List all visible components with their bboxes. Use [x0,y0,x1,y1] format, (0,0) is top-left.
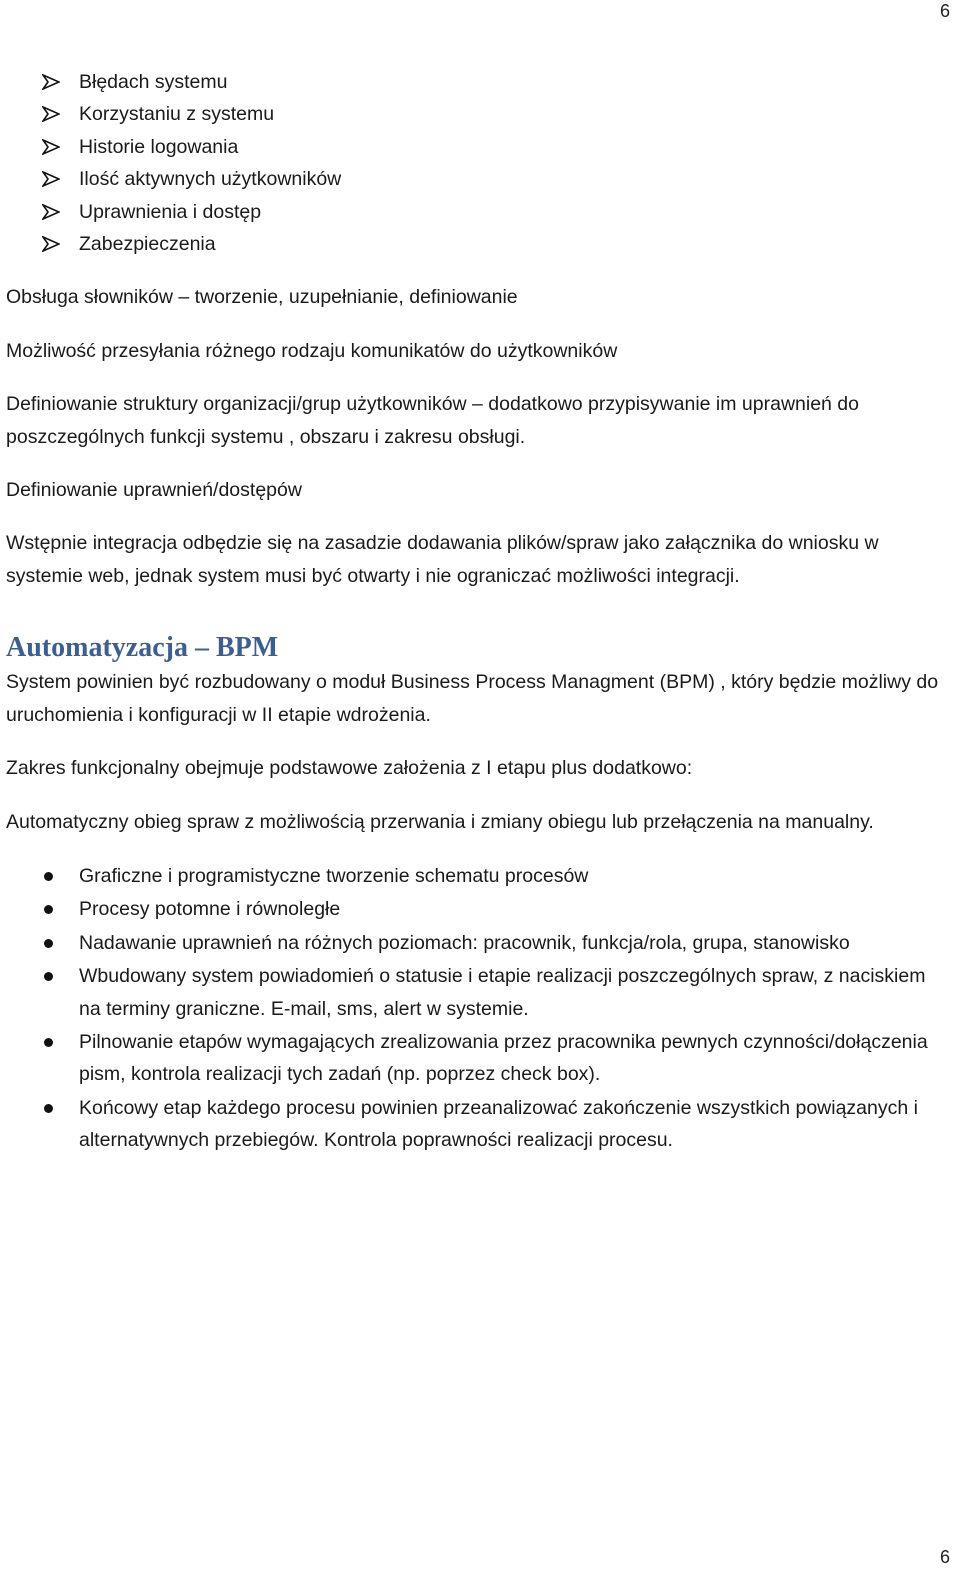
list-item-label: Zabezpieczenia [79,233,216,256]
list-item-label: Korzystaniu z systemu [79,103,275,126]
list-item [6,1026,950,1091]
list-item [6,960,950,1025]
arrowhead-bullet-icon [42,204,60,220]
section-heading: Automatyzacja – BPM [6,632,279,664]
paragraph-bpm-intro: System powinien być rozbudowany o moduł Business Process Managment (BPM) , który będzie możliwy do uruchomienia i konfiguracji w II etapie wdrożenia. [6,671,939,726]
paragraph-permissions: Definiowanie uprawnień/dostępów [6,479,302,502]
list-item [6,66,950,98]
list-item-label: Nadawanie uprawnień na różnych poziomach: pracownik, funkcja/rola, grupa, stanowisko [79,931,850,954]
page-number-bottom: 6 [939,1547,950,1567]
list-item-label: Graficzne i programistyczne tworzenie schematu procesów [79,864,589,887]
list-item-label: Ilość aktywnych użytkowników [79,168,342,191]
round-bullet-icon [44,905,53,914]
list-item [6,1092,950,1157]
list-item-label: Procesy potomne i równoległe [79,898,341,921]
round-bullet-icon [44,939,53,948]
round-bullet-icon [44,972,53,981]
paragraph-dictionaries: Obsługa słowników – tworzenie, uzupełnianie, definiowanie [6,286,518,309]
list-item-label: Końcowy etap każdego procesu powinien przeanalizować zakończenie wszystkich powiązanych i alternatywnych przebiegów. Kontrola poprawności realizacji procesu. [79,1096,918,1152]
list-item [6,163,950,195]
round-bullet-icon [44,1038,53,1047]
list-item [6,131,950,163]
paragraph-scope: Zakres funkcjonalny obejmuje podstawowe założenia z I etapu plus dodatkowo: [6,757,693,780]
paragraph-integration: Wstępnie integracja odbędzie się na zasadzie dodawania plików/spraw jako załącznika do wniosku w systemie web, jednak system musi być otwarty i nie ograniczać możliwości integracji. [6,532,879,587]
list-item-label: Pilnowanie etapów wymagających zrealizowania przez pracownika pewnych czynności/dołączenia pism, kontrola realizacji tych zadań (np. poprzez check box). [79,1030,928,1086]
list-item [6,98,950,130]
list-item [6,893,950,925]
document-body [6,66,950,1158]
list-item-label: Błędach systemu [79,71,228,93]
paragraph-structure: Definiowanie struktury organizacji/grup użytkowników – dodatkowo przypisywanie im uprawnień do poszczególnych funkcji systemu , obszaru i zakresu obsługi. [6,393,860,448]
list-item-label: Uprawnienia i dostęp [79,200,262,223]
list-item [6,860,950,892]
arrowhead-bullet-icon [42,236,60,252]
arrowhead-bullet-icon [42,106,60,122]
round-bullet-icon [44,1104,53,1113]
paragraph-auto-flow: Automatyczny obieg spraw z możliwością przerwania i zmiany obiegu lub przełączenia na manualny. [6,810,874,833]
page-number-top: 6 [939,1,950,21]
list-item-label: Wbudowany system powiadomień o statusie i etapie realizacji poszczególnych spraw, z naciskiem na terminy graniczne. E-mail, sms, alert w systemie. [79,965,926,1020]
paragraph-messages: Możliwość przesyłania różnego rodzaju komunikatów do użytkowników [6,339,618,362]
arrow-bullet-list [6,66,950,260]
arrowhead-bullet-icon [42,139,60,155]
arrowhead-bullet-icon [42,171,60,187]
list-item-label: Historie logowania [79,135,239,158]
list-item [6,196,950,228]
round-bullet-list [6,860,950,1157]
list-item [6,927,950,959]
round-bullet-icon [44,872,53,881]
list-item [6,228,950,260]
arrowhead-bullet-icon [42,74,60,90]
